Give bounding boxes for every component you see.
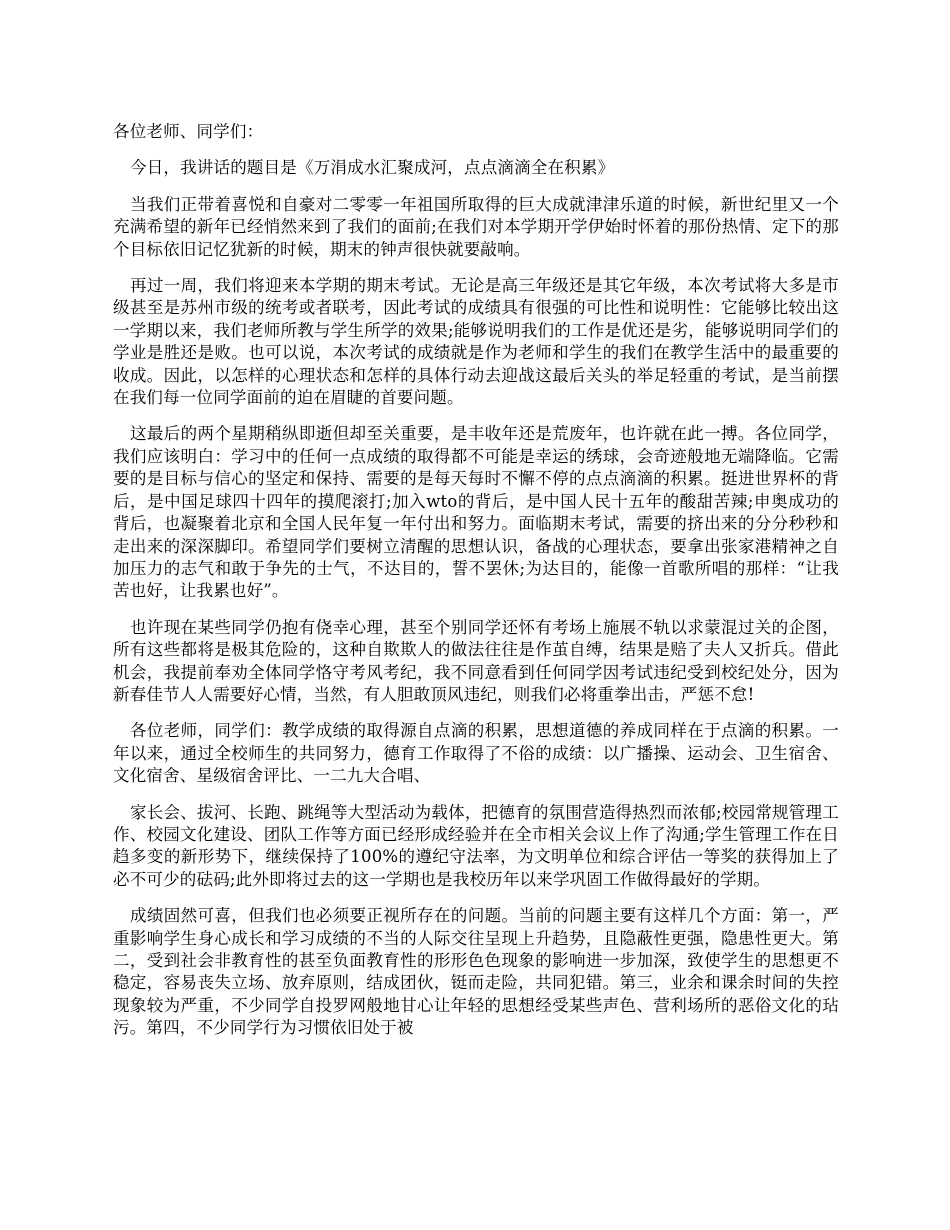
speech-text <box>113 121 839 1054</box>
paragraph-achievements: 家长会、拔河、长跑、跳绳等大型活动为载体，把德育的氛围营造得热烈而浓郁;校园常规管理工作、校园文化建设、团队工作等方面已经形成经验并在全市相关会议上作了沟通;学生管理工作在日趋多变的新形势下，继续保持了100%的遵纪守法率，为文明单位和综合评估一等奖的获得加上了必不可少的砝码;此外即将过去的这一学期也是我校历年以来学巩固工作做得最好的学期。 <box>113 802 839 889</box>
paragraph-last-two-weeks: 这最后的两个星期稍纵即逝但却至关重要，是丰收年还是荒废年，也许就在此一搏。各位同学，我们应该明白：学习中的任何一点成绩的取得都不可能是幸运的绣球，会奇迹般地无端降临。它需要的是目标与信心的坚定和保持、需要的是每天每时不懈不停的点点滴滴的积累。挺进世界杯的背后，是中国足球四十四年的摸爬滚打;加入wto的背后，是中国人民十五年的酸甜苦辣;申奥成功的背后，也凝聚着北京和全国人民年复一年付出和努力。面临期末考试，需要的挤出来的分分秒秒和走出来的深深脚印。希望同学们要树立清醒的思想认识，备战的心理状态，要拿出张家港精神之自加压力的志气和敢于争先的士气，不达目的，誓不罢休;为达目的，能像一首歌所唱的那样：“让我苦也好，让我累也好”。 <box>113 424 839 601</box>
paragraph-exam-discipline: 也许现在某些同学仍抱有侥幸心理，甚至个别同学还怀有考场上施展不轨以求蒙混过关的企图，所有这些都将是极其危险的，这种自欺欺人的做法往往是作茧自缚，结果是赔了夫人又折兵。借此机会，我提前奉劝全体同学恪守考风考纪，我不同意看到任何同学因考试违纪受到校纪处分，因为新春佳节人人需要好心情，当然，有人胆敢顶风违纪，则我们必将重拳出击，严惩不怠! <box>113 617 839 704</box>
paragraph-new-year: 当我们正带着喜悦和自豪对二零零一年祖国所取得的巨大成就津津乐道的时候，新世纪里又一个充满希望的新年已经悄然来到了我们的面前;在我们对本学期开学伊始时怀着的那份热情、定下的那个目标依旧记忆犹新的时候，期末的钟声很快就要敲响。 <box>113 194 839 259</box>
paragraph-final-exam: 再过一周，我们将迎来本学期的期末考试。无论是高三年级还是其它年级，本次考试将大多是市级甚至是苏州市级的统考或者联考，因此考试的成绩具有很强的可比性和说明性：它能够比较出这一学期以来，我们老师所教与学生所学的效果;能够说明我们的工作是优还是劣，能够说明同学们的学业是胜还是败。也可以说，本次考试的成绩就是作为老师和学生的我们在教学生活中的最重要的收成。因此，以怎样的心理状态和怎样的具体行动去迎战这最后关头的举足轻重的考试，是当前摆在我们每一位同学面前的迫在眉睫的首要问题。 <box>113 276 839 408</box>
salutation: 各位老师、同学们： <box>113 122 264 141</box>
paragraph-moral-education: 各位老师，同学们：教学成绩的取得源自点滴的积累，思想道德的养成同样在于点滴的积累。一年以来，通过全校师生的共同努力，德育工作取得了不俗的成绩：以广播操、运动会、卫生宿舍、文化宿舍、星级宿舍评比、一二九大合唱、 <box>113 721 839 786</box>
paragraph-problems: 成绩固然可喜，但我们也必须要正视所存在的问题。当前的问题主要有这样几个方面：第一，严重影响学生身心成长和学习成绩的不当的人际交往呈现上升趋势，且隐蔽性更强，隐患性更大。第二，受到社会非教育性的甚至负面教育性的形形色色现象的影响进一步加深，致使学生的思想更不稳定，容易丧失立场、放弃原则，结成团伙，铤而走险，共同犯错。第三，业余和课余时间的失控现象较为严重，不少同学自投罗网般地甘心让年轻的思想经受某些声色、营利场所的恶俗文化的玷污。第四，不少同学行为习惯依旧处于被 <box>113 906 839 1038</box>
paragraph-topic: 今日，我讲话的题目是《万涓成水汇聚成河，点点滴滴全在积累》 <box>130 158 615 178</box>
